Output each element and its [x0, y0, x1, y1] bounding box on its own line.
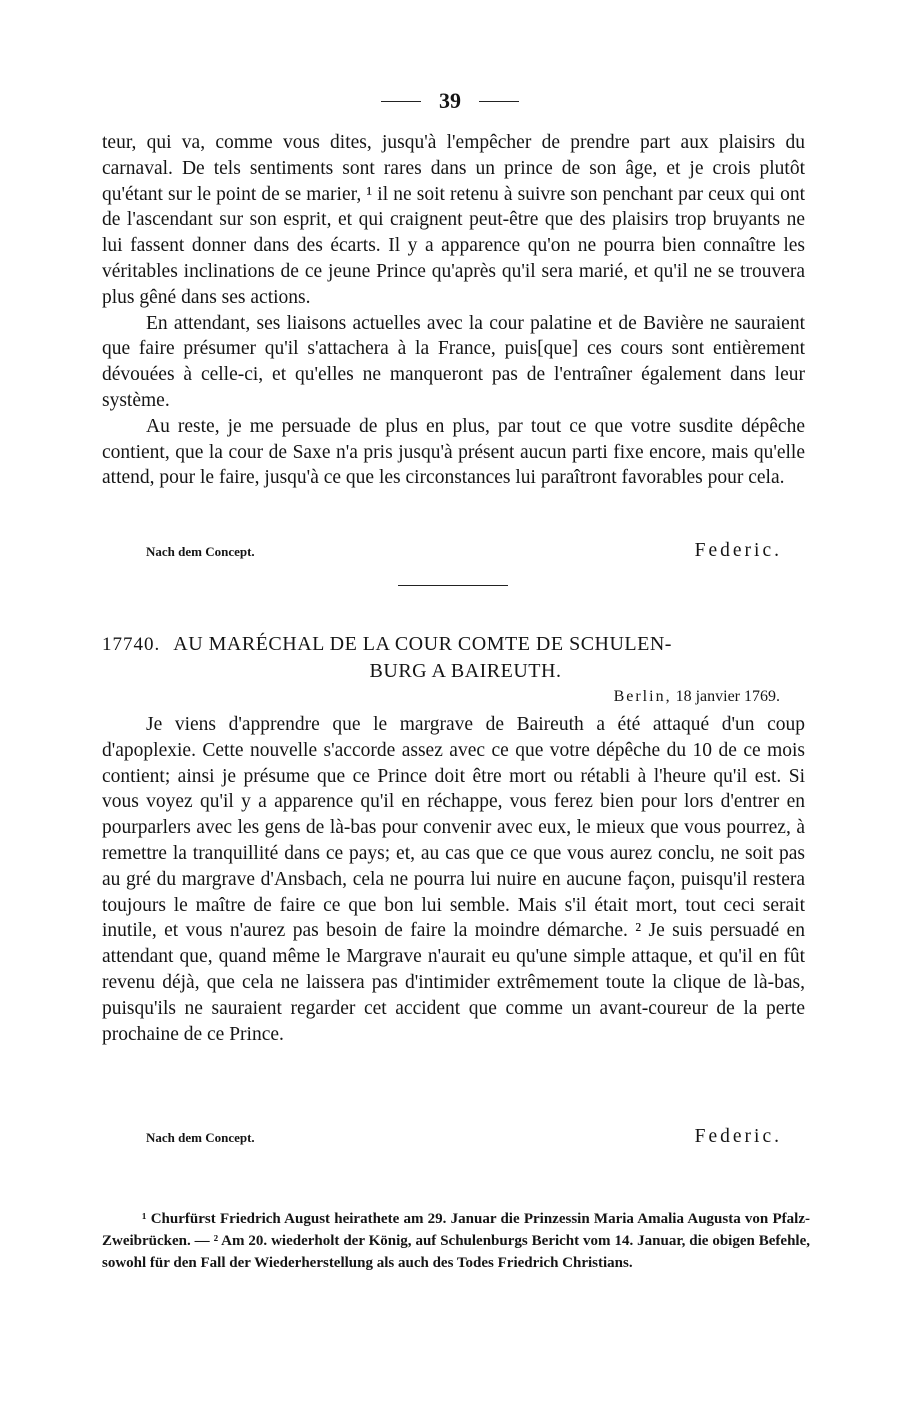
source-note: Nach dem Concept. [146, 1130, 255, 1145]
header-rule-right [479, 101, 519, 102]
letter-2-body [102, 712, 805, 1047]
letter-1-paragraph: Au reste, je me persuade de plus en plus, par tout ce que votre susdite dépêche contient, que la cour de Saxe n'a pris jusqu'à présent aucun parti fixe encore, mais qu'elle attend, pour le faire, jusqu'à ce que les circonstances lui paraîtront favorables pour cela. [102, 415, 805, 489]
dateline [102, 688, 780, 706]
dateline-place: Berlin, [613, 688, 672, 705]
document-title-line-1: AU MARÉCHAL DE LA COUR COMTE DE SCHULEN- [173, 633, 672, 655]
signature: Federic. [694, 1126, 782, 1147]
signature: Federic. [694, 540, 782, 561]
dateline-date: 18 janvier 1769. [675, 688, 780, 705]
header-rule-left [381, 101, 421, 102]
footnote-text: ¹ Churfürst Friedrich August heirathete am 29. Januar die Prinzessin Maria Amalia Augusta von Pfalz-Zweibrücken. — ² Am 20. wiederholt der König, auf Schulenburgs Bericht vom 14. Januar, die obigen Befehle, sowohl für den Fall der Wiederherstellung als auch des Todes Friedrich Christians. [102, 1211, 810, 1271]
document-number: 17740. [102, 634, 161, 655]
letter-2-paragraph: Je viens d'apprendre que le margrave de Baireuth a été attaqué d'un coup d'apoplexie. Cette nouvelle s'accorde assez avec ce que votre dépêche du 10 de ce mois contient; ainsi je présume que ce Prince doit être mort ou rétabli à l'heure qu'il est. Si vous voyez qu'il y a apparence qu'il en réchappe, vous ferez bien pour lors d'entrer en pourparlers avec les gens de là-bas pour convenir avec eux, le mieux que vous pourrez, à remettre la tranquillité dans ce pays; et, au cas que ce que vous aurez conclu, ne soit pas au gré du margrave d'Ansbach, cela ne pourra lui nuire en aucune façon, puisqu'il restera toujours le maître de faire ce que bon lui semble. Mais s'il était mort, tout ceci serait inutile, et vous n'aurez pas besoin de faire la moindre démarche. ² Je suis persuadé en attendant que, quand même le Margrave n'aurait eu qu'une simple attaque, et qu'il en fût revenu déjà, que cela ne laissera pas d'intimider extrêmement toute la clique de là-bas, puisqu'ils ne sauraient regarder cet accident que comme un avant-coureur de la perte prochaine de ce Prince. [102, 714, 805, 1045]
source-note: Nach dem Concept. [146, 544, 255, 559]
page-header [0, 88, 900, 114]
letter-1-closing [146, 540, 782, 562]
document-title-line-2: BURG A BAIREUTH. [369, 660, 562, 682]
footnotes [102, 1208, 810, 1274]
letter-1-paragraph: En attendant, ses liaisons actuelles avec la cour palatine et de Bavière ne sauraient que faire présumer qu'il s'attachera à la France, puis[que] ces cours sont entièrement dévouées à celle-ci, et qu'elles ne manqueront pas de l'entraîner également dans leur système. [102, 312, 805, 411]
page-number: 39 [439, 88, 461, 113]
letter-2-heading [102, 631, 805, 684]
letter-1-paragraph: teur, qui va, comme vous dites, jusqu'à l'empêcher de prendre part aux plaisirs du carnaval. De tels sentiments sont rares dans un prince de son âge, et je crois plutôt qu'étant sur le point de se marier, ¹ il ne soit retenu à suivre son penchant par ceux qui ont de l'ascendant sur son esprit, et qui craignent peut-être que des plaisirs trop bruyants ne lui fassent donner dans des écarts. Il y a apparence qu'on ne pourra bien connaître les véritables inclinations de ce jeune Prince qu'après qu'il sera marié, et qu'il ne se trouvera plus gêné dans ses actions. [102, 132, 805, 308]
letter-2-closing [146, 1126, 782, 1148]
letter-1-body [102, 130, 805, 491]
section-divider [398, 585, 508, 586]
